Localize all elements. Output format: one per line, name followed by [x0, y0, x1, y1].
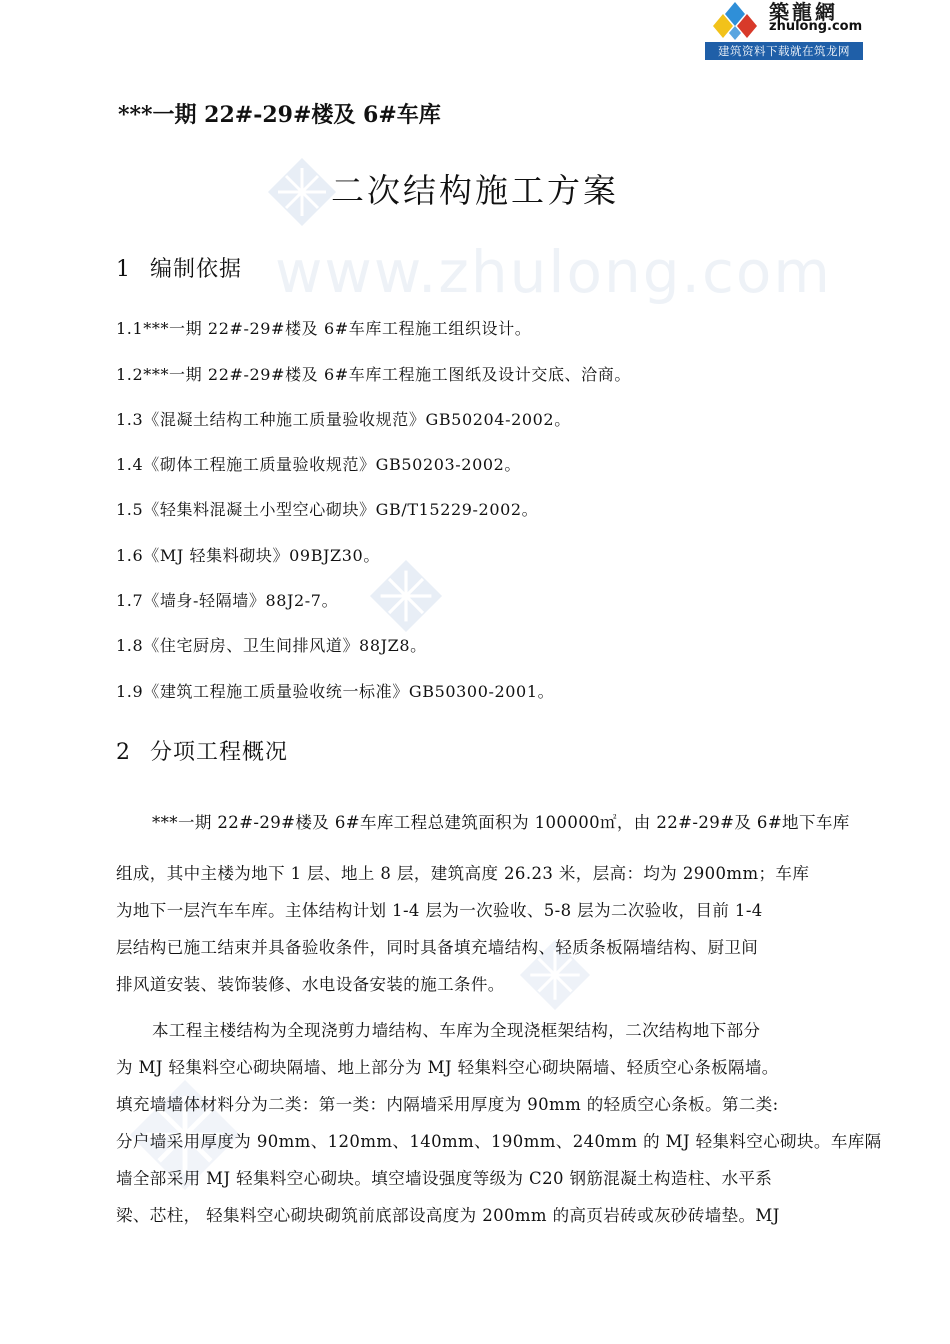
- section-title: 分项工程概况: [150, 740, 289, 765]
- paragraph-line: 梁、芯柱， 轻集料空心砌块砌筑前底部设高度为 200mm 的高页岩砖或灰砂砖墙垫。MJ: [116, 1206, 780, 1225]
- section-heading: [116, 735, 288, 766]
- paragraph-line: 填充墙墙体材料分为二类：第一类：内隔墙采用厚度为 90mm 的轻质空心条板。第二类:: [116, 1095, 779, 1114]
- zhulong-logo[interactable]: [705, 0, 863, 60]
- basis-item: 1.2***一期 22#-29#楼及 6#车库工程施工图纸及设计交底、洽商。: [116, 365, 631, 384]
- basis-item: 1.3《混凝土结构工种施工质量验收规范》GB50204-2002。: [116, 410, 571, 429]
- paragraph-line: 为 MJ 轻集料空心砌块隔墙、地上部分为 MJ 轻集料空心砌块隔墙、轻质空心条板隔墙。: [116, 1058, 779, 1077]
- watermark-text: www.zhulong.com: [275, 238, 832, 306]
- logo-mark-icon: [705, 0, 765, 40]
- basis-item: 1.6《MJ 轻集料砌块》09BJZ30。: [116, 546, 380, 565]
- paragraph-line: 分户墙采用厚度为 90mm、120mm、140mm、190mm、240mm 的 MJ 轻集料空心砌块。车库隔: [116, 1132, 882, 1151]
- basis-item: 1.1***一期 22#-29#楼及 6#车库工程施工组织设计。: [116, 319, 532, 338]
- section-number: 2: [116, 740, 131, 765]
- paragraph-line: 组成，其中主楼为地下 1 层、地上 8 层，建筑高度 26.23 米，层高：均为 2900mm；车库: [116, 864, 810, 883]
- paragraph-line: 为地下一层汽车车库。主体结构计划 1-4 层为一次验收、5-8 层为二次验收，目前 1-4: [116, 901, 763, 920]
- project-title: ***一期 22#-29#楼及 6#车库: [118, 102, 441, 128]
- paragraph-line: 本工程主楼结构为全现浇剪力墙结构、车库为全现浇框架结构，二次结构地下部分: [152, 1021, 761, 1040]
- snowflake-watermark-icon: [370, 560, 442, 632]
- basis-item: 1.9《建筑工程施工质量验收统一标准》GB50300-2001。: [116, 682, 555, 701]
- logo-name: 築龍網: [769, 0, 838, 24]
- document-title: 二次结构施工方案: [331, 171, 619, 210]
- paragraph-line: 墙全部采用 MJ 轻集料空心砌块。填空墙设强度等级为 C20 钢筋混凝土构造柱、水平系: [116, 1169, 773, 1188]
- logo-domain: zhulong.com: [769, 19, 863, 34]
- basis-item: 1.7《墙身-轻隔墙》88J2-7。: [116, 591, 339, 610]
- paragraph-line: 层结构已施工结束并具备验收条件，同时具备填充墙结构、轻质条板隔墙结构、厨卫间: [116, 938, 759, 957]
- section-heading: [116, 252, 242, 283]
- section-title: 编制依据: [150, 257, 243, 282]
- basis-item: 1.8《住宅厨房、卫生间排风道》88JZ8。: [116, 636, 427, 655]
- logo-slogan: 建筑资料下载就在筑龙网: [705, 42, 863, 60]
- section-number: 1: [116, 257, 131, 282]
- paragraph-line: 排风道安装、装饰装修、水电设备安装的施工条件。: [116, 975, 505, 994]
- basis-item: 1.4《砌体工程施工质量验收规范》GB50203-2002。: [116, 455, 522, 474]
- basis-item: 1.5《轻集料混凝土小型空心砌块》GB/T15229-2002。: [116, 500, 539, 519]
- paragraph-line: ***一期 22#-29#楼及 6#车库工程总建筑面积为 100000㎡，由 22#-29#及 6#地下车库: [152, 813, 850, 832]
